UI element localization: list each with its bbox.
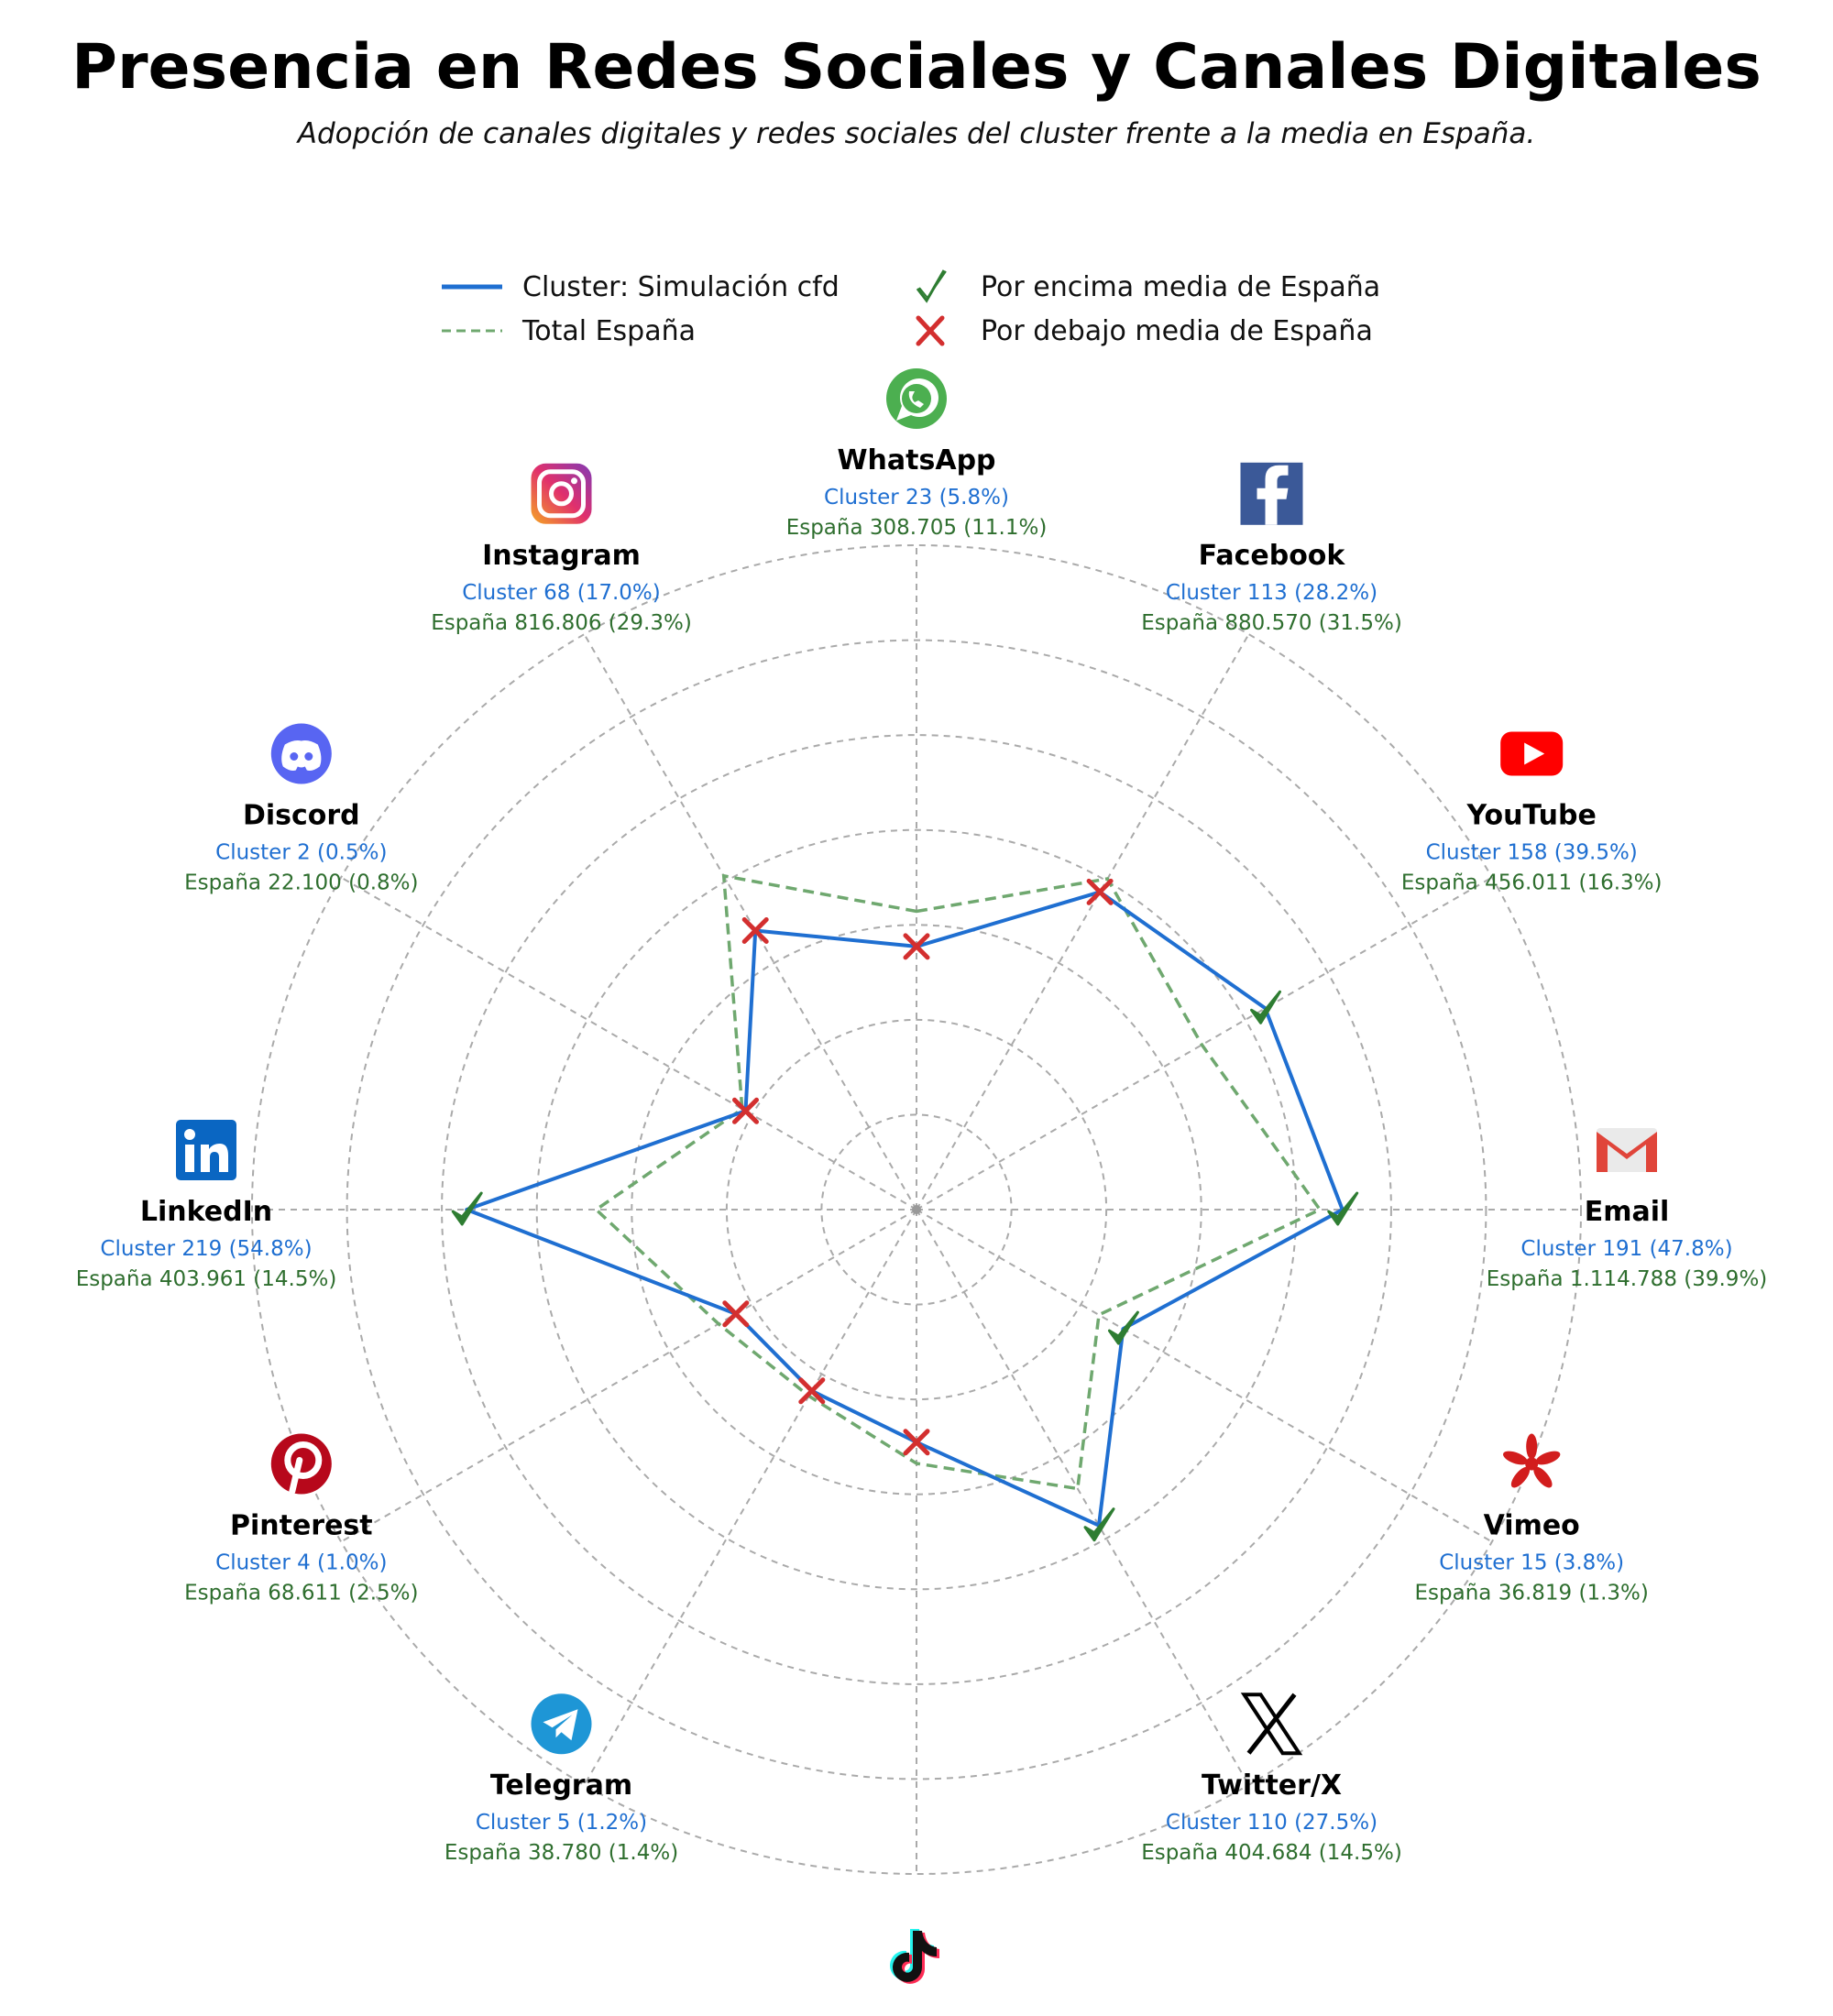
category-name: Discord [242, 799, 360, 832]
pinterest-icon [271, 1434, 332, 1495]
category-name: Vimeo [1483, 1509, 1580, 1542]
legend-label-above: Por encima media de España [981, 270, 1381, 303]
category-telegram [445, 1693, 678, 1865]
grid-spoke [585, 634, 917, 1210]
category-cluster-value: Cluster 4 (1.0%) [215, 1550, 388, 1575]
vimeo-icon [1501, 1434, 1562, 1491]
category-cluster-value: Cluster 110 (27.5%) [1165, 1811, 1378, 1835]
category-espana-value: España 880.570 (31.5%) [1141, 610, 1402, 635]
category-discord [184, 724, 418, 895]
category-twitter-x [1141, 1694, 1402, 1865]
category-espana-value: España 1.114.788 (39.9%) [1486, 1267, 1768, 1291]
category-cluster-value: Cluster 113 (28.2%) [1165, 580, 1378, 605]
category-name: Email [1584, 1196, 1670, 1228]
marker-above [1329, 1193, 1357, 1224]
category-name: Instagram [482, 539, 641, 572]
category-tiktok [793, 1929, 1040, 2016]
radar-markers [453, 881, 1356, 1539]
radar-center [912, 1205, 921, 1214]
category-espana-value: España 816.806 (29.3%) [431, 610, 692, 635]
category-youtube [1401, 732, 1663, 895]
category-name: YouTube [1466, 799, 1597, 832]
grid-spoke [341, 1210, 916, 1542]
category-cluster-value: Cluster 15 (3.8%) [1439, 1550, 1625, 1575]
whatsapp-icon [886, 368, 947, 429]
category-espana-value: España 403.961 (14.5%) [75, 1267, 337, 1291]
tiktok-icon [890, 1929, 939, 1984]
category-name: Pinterest [229, 1509, 373, 1542]
category-name: Facebook [1198, 539, 1345, 572]
category-instagram [431, 464, 692, 635]
marker-above [453, 1193, 481, 1224]
twitter-x-icon [1245, 1694, 1300, 1753]
category-pinterest [184, 1434, 418, 1605]
telegram-icon [532, 1693, 592, 1754]
grid-spoke [585, 1210, 917, 1785]
category-name: Telegram [489, 1769, 633, 1802]
series-espana-line [597, 876, 1321, 1489]
category-cluster-value: Cluster 191 (47.8%) [1520, 1237, 1733, 1261]
marker-below [1089, 881, 1111, 903]
category-espana-value: España 36.819 (1.3%) [1414, 1581, 1649, 1605]
category-espana-value: España 404.684 (14.5%) [1141, 1841, 1402, 1866]
category-cluster-value: Cluster 68 (17.0%) [462, 580, 661, 605]
radar-grid [252, 545, 1581, 1874]
category-espana-value: España 308.705 (11.1%) [785, 516, 1048, 540]
facebook-icon [1241, 463, 1303, 525]
category-cluster-value: Cluster 219 (54.8%) [100, 1237, 313, 1261]
category-vimeo [1415, 1434, 1649, 1605]
category-espana-value: España 38.780 (1.4%) [444, 1841, 679, 1866]
legend-label-below: Por debajo media de España [981, 314, 1373, 347]
category-espana-value: España 22.100 (0.8%) [184, 871, 419, 895]
instagram-icon [532, 464, 592, 524]
category-name: WhatsApp [837, 444, 996, 477]
grid-spoke [341, 878, 916, 1211]
radar-series [466, 876, 1342, 1526]
legend-label-cluster: Cluster: Simulación cfd [522, 270, 840, 303]
category-espana-value: España 456.011 (16.3%) [1400, 871, 1663, 895]
linkedin-icon [176, 1120, 236, 1180]
category-linkedin [76, 1120, 337, 1291]
grid-spoke [916, 1210, 1249, 1785]
category-facebook [1141, 463, 1402, 635]
category-cluster-value: Cluster 23 (5.8%) [824, 486, 1009, 509]
marker-above [1252, 992, 1280, 1023]
category-labels [76, 368, 1768, 2016]
youtube-icon [1500, 732, 1563, 776]
category-cluster-value: Cluster 2 (0.5%) [215, 840, 388, 865]
discord-icon [271, 724, 332, 784]
category-name: Twitter/X [1201, 1769, 1343, 1802]
email-icon [1597, 1128, 1657, 1172]
category-whatsapp [786, 368, 1048, 540]
category-cluster-value: Cluster 158 (39.5%) [1425, 840, 1638, 865]
grid-spoke [916, 1210, 1492, 1542]
legend-label-espana: Total España [522, 314, 697, 347]
marker-below [725, 1303, 747, 1325]
category-name: LinkedIn [139, 1196, 273, 1228]
chart-subtitle: Adopción de canales digitales y redes sociales del cluster frente a la media en España. [297, 117, 1536, 150]
chart-title: Presencia en Redes Sociales y Canales Digitales [71, 31, 1762, 104]
category-espana-value: España 68.611 (2.5%) [184, 1581, 419, 1605]
grid-spoke [916, 634, 1249, 1210]
category-cluster-value: Cluster 5 (1.2%) [475, 1811, 648, 1835]
grid-spoke [916, 878, 1492, 1211]
